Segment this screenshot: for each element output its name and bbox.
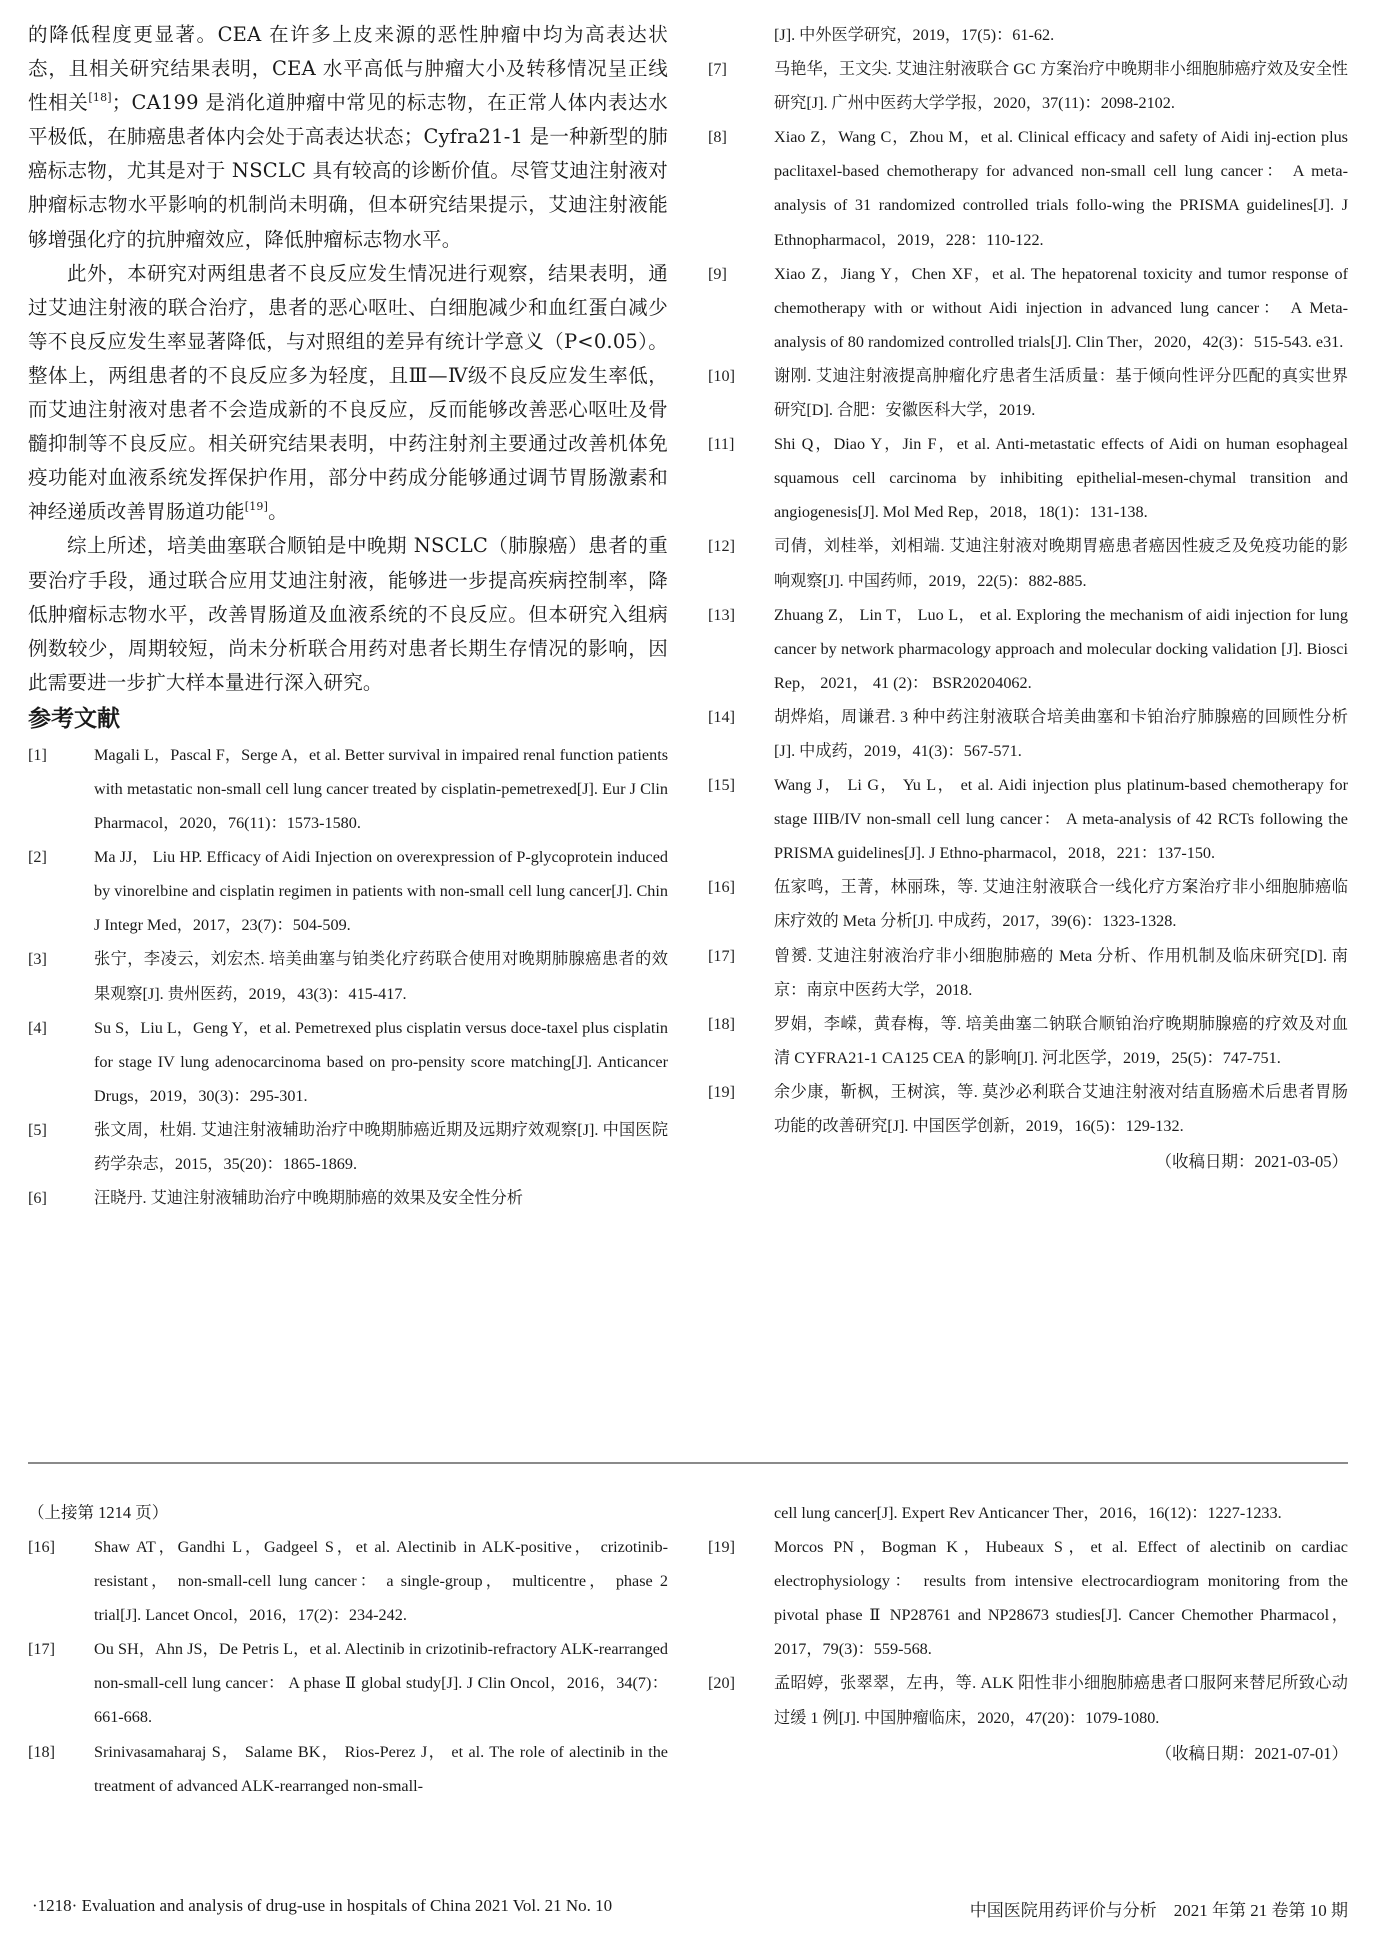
reference-text: 马艳华，王文尖. 艾迪注射液联合 GC 方案治疗中晚期非小细胞肺癌疗效及安全性研究[J]. 广州中医药大学学报，2020，37(11)：2098-2102.: [774, 60, 1348, 113]
body-paragraph-2: [28, 257, 668, 530]
reference-list-top-right: [708, 18, 1348, 1143]
reference-item: [708, 1075, 1348, 1143]
reference-number: [3]: [28, 950, 47, 969]
right-column-bottom: [708, 1496, 1348, 1771]
reference-item: [28, 1113, 668, 1181]
reference-text: Shaw AT，Gandhi L，Gadgeel S，et al. Alectinib in ALK-positive， crizotinib-resistant， non-small-cell lung cancer： a single-group， multicentre， phase 2 trial[J]. Lancet Oncol，2016，17(2)：234-242.: [94, 1538, 668, 1625]
reference-item: [708, 52, 1348, 120]
reference-text: 胡烨焰，周谦君. 3 种中药注射液联合培美曲塞和卡铂治疗肺腺癌的回顾性分析[J]. 中成药，2019，41(3)：567-571.: [774, 707, 1348, 760]
right-column-top: [708, 18, 1348, 1179]
reference-text: 汪晓丹. 艾迪注射液辅助治疗中晚期肺癌的效果及安全性分析: [94, 1189, 523, 1208]
body-paragraph-1: [28, 18, 668, 257]
reference-item: [708, 1666, 1348, 1734]
reference-text: Xiao Z，Jiang Y，Chen XF，et al. The hepatorenal toxicity and tumor response of chemotherapy with or without Aidi injection in advanced lung cancer： A Meta-analysis of 80 randomized controlled trials[J]. Clin Ther，2020，42(3)：515-543. e31.: [774, 264, 1348, 351]
reference-number: [11]: [708, 435, 735, 454]
reference-item-continued: [708, 18, 1348, 52]
reference-text: 罗娟，李嵘，黄春梅，等. 培美曲塞二钠联合顺铂治疗晚期肺腺癌的疗效及对血清 CYFRA21-1 CA125 CEA 的影响[J]. 河北医学，2019，25(5)：747-751.: [774, 1014, 1348, 1067]
reference-list-bottom-left: [28, 1530, 668, 1803]
reference-item: [708, 1007, 1348, 1075]
body-paragraph-3: [28, 529, 668, 699]
reference-text: 司倩，刘桂举，刘相端. 艾迪注射液对晚期胃癌患者癌因性疲乏及免疫功能的影响观察[J]. 中国药师，2019，22(5)：882-885.: [774, 537, 1348, 590]
left-column-bottom: [28, 1496, 668, 1803]
reference-item: [708, 598, 1348, 700]
citation: [19]: [244, 500, 269, 514]
reference-number: [9]: [708, 264, 727, 283]
reference-text: Ma JJ， Liu HP. Efficacy of Aidi Injection on overexpression of P-glycoprotein induced by vinorelbine and cisplatin regimen in patients with non-small cell lung cancer[J]. Chin J Integr Med，2017，23(7)：504-509.: [94, 848, 668, 935]
reference-item: [28, 1735, 668, 1803]
citation: [18]: [88, 91, 112, 105]
reference-text: 伍家鸣，王菁，林丽珠，等. 艾迪注射液联合一线化疗方案治疗非小细胞肺癌临床疗效的 Meta 分析[J]. 中成药，2017，39(6)：1323-1328.: [774, 878, 1348, 931]
reference-item: [708, 427, 1348, 529]
paragraph-text: 此外，本研究对两组患者不良反应发生情况进行观察，结果表明，通过艾迪注射液的联合治疗，患者的恶心呕吐、白细胞减少和血红蛋白减少等不良反应发生率显著降低，与对照组的差异有统计学意义（P<0.05）。整体上，两组患者的不良反应多为轻度，且Ⅲ—Ⅳ级不良反应发生率低，而艾迪注射液对患者不会造成新的不良反应，反而能够改善恶心呕吐及骨髓抑制等不良反应。相关研究结果表明，中药注射剂主要通过改善机体免疫功能对血液系统发挥保护作用，部分中药成分能够通过调节胃肠激素和神经递质改善胃肠道功能: [28, 261, 668, 524]
reference-number: [13]: [708, 605, 735, 624]
reference-text: Ou SH，Ahn JS，De Petris L，et al. Alectinib in crizotinib-refractory ALK-rearranged non-small-cell lung cancer： A phase Ⅱ global study[J]. J Clin Oncol，2016，34(7)：661-668.: [94, 1640, 668, 1727]
section-divider: [28, 1462, 1348, 1464]
reference-text: 曾赟. 艾迪注射液治疗非小细胞肺癌的 Meta 分析、作用机制及临床研究[D]. 南京：南京中医药大学，2018.: [774, 946, 1348, 999]
reference-text: Wang J， Li G， Yu L， et al. Aidi injection plus platinum-based chemotherapy for stage IIIB/IV non-small cell lung cancer： A meta-analysis of 42 RCTs following the PRISMA guidelines[J]. J Ethno-pharmacol，2018，221：137-150.: [774, 776, 1348, 863]
reference-item: [28, 840, 668, 942]
reference-item-continued: [708, 1496, 1348, 1530]
paragraph-text: ；CA199 是消化道肿瘤中常见的标志物，在正常人体内表达水平极低，在肺癌患者体内会处于高表达状态；Cyfra21-1 是一种新型的肺癌标志物，尤其是对于 NSCLC 具有较高的诊断价值。尽管艾迪注射液对肿瘤标志物水平影响的机制尚未明确，但本研究结果提示，艾迪注射液能够增强化疗的抗肿瘤效应，降低肿瘤标志物水平。: [28, 91, 669, 251]
reference-number: [17]: [28, 1640, 55, 1659]
reference-item: [28, 942, 668, 1010]
footer-journal-chinese: 中国医院用药评价与分析 2021 年第 21 卷第 10 期: [969, 1901, 1348, 1920]
reference-item: [708, 120, 1348, 256]
continued-from-note: （上接第 1214 页）: [28, 1503, 169, 1522]
reference-item: [708, 257, 1348, 359]
reference-text: [J]. 中外医学研究，2019，17(5)：61-62.: [774, 26, 1055, 44]
reference-number: [708, 1496, 774, 1530]
received-date: （收稿日期：2021-03-05）: [1155, 1152, 1348, 1172]
reference-text: Su S，Liu L，Geng Y，et al. Pemetrexed plus cisplatin versus doce-taxel plus cisplatin for stage IV lung adenocarcinoma based on pro-pensity score matching[J]. Anticancer Drugs，2019，30(3)：295-301.: [94, 1018, 668, 1105]
reference-number: [708, 18, 774, 52]
reference-text: Shi Q，Diao Y，Jin F，et al. Anti-metastatic effects of Aidi on human esophageal squamous cell carcinoma by inhibiting epithelial-mesen-chymal transition and angiogenesis[J]. Mol Med Rep，2018，18(1)：131-138.: [774, 435, 1348, 522]
reference-item: [28, 1632, 668, 1734]
reference-number: [19]: [708, 1082, 735, 1101]
reference-number: [16]: [708, 878, 735, 897]
reference-item: [708, 700, 1348, 768]
reference-item: [708, 1530, 1348, 1666]
reference-list-bottom-right: [708, 1496, 1348, 1735]
footer-journal-english: ·1218· Evaluation and analysis of drug-use in hospitals of China 2021 Vol. 21 No. 10: [32, 1896, 613, 1915]
reference-number: [14]: [708, 707, 735, 726]
reference-item: [708, 939, 1348, 1007]
reference-number: [7]: [708, 60, 727, 79]
reference-text: Srinivasamaharaj S， Salame BK， Rios-Perez J， et al. The role of alectinib in the treatment of advanced ALK-rearranged non-small-: [94, 1742, 668, 1795]
references-heading: 参考文献: [28, 705, 120, 732]
reference-number: [12]: [708, 537, 735, 556]
paragraph-text: 综上所述，培美曲塞联合顺铂是中晚期 NSCLC（肺腺癌）患者的重要治疗手段，通过联合应用艾迪注射液，能够进一步提高疾病控制率，降低肿瘤标志物水平，改善胃肠道及血液系统的不良反应。但本研究入组病例数较少，周期较短，尚未分析联合用药对患者长期生存情况的影响，因此需要进一步扩大样本量进行深入研究。: [28, 534, 668, 694]
reference-number: [15]: [708, 776, 735, 795]
reference-text: 张文周，杜娟. 艾迪注射液辅助治疗中晚期肺癌近期及远期疗效观察[J]. 中国医院药学杂志，2015，35(20)：1865-1869.: [94, 1120, 668, 1173]
reference-text: 谢刚. 艾迪注射液提高肿瘤化疗患者生活质量：基于倾向性评分匹配的真实世界研究[D]. 合肥：安徽医科大学，2019.: [774, 366, 1348, 420]
paragraph-text: 的降低程度更显著。CEA 在许多上皮来源的恶性肿瘤中均为高表达状态，且相关研究结果表明，CEA 水平高低与肿瘤大小及转移情况呈正线性相关: [28, 23, 668, 115]
reference-item: [708, 768, 1348, 870]
reference-item: [28, 738, 668, 840]
reference-item: [28, 1011, 668, 1113]
reference-text: 孟昭婷，张翠翠，左冉，等. ALK 阳性非小细胞肺癌患者口服阿来替尼所致心动过缓 1 例[J]. 中国肿瘤临床，2020，47(20)：1079-1080.: [774, 1674, 1348, 1727]
reference-item: [28, 1181, 668, 1215]
reference-text: cell lung cancer[J]. Expert Rev Anticancer Ther，2016，16(12)：1227-1233.: [774, 1504, 1282, 1522]
reference-item: [708, 359, 1348, 427]
received-date: （收稿日期：2021-07-01）: [1155, 1743, 1348, 1763]
reference-text: 余少康，靳枫，王树滨，等. 莫沙必利联合艾迪注射液对结直肠癌术后患者胃肠功能的改善研究[J]. 中国医学创新，2019，16(5)：129-132.: [774, 1082, 1348, 1135]
reference-text: Zhuang Z， Lin T， Luo L， et al. Exploring the mechanism of aidi injection for lung cancer by network pharmacology approach and molecular docking validation [J]. Biosci Rep， 2021， 41 (2)： BSR20204062.: [774, 605, 1348, 692]
reference-number: [18]: [708, 1014, 735, 1033]
reference-number: [1]: [28, 745, 47, 764]
reference-number: [5]: [28, 1120, 47, 1139]
reference-number: [6]: [28, 1189, 47, 1208]
reference-text: Xiao Z，Wang C，Zhou M，et al. Clinical efficacy and safety of Aidi inj-ection plus paclitaxel-based chemotherapy for advanced non-small cell lung cancer： A meta-analysis of 31 randomized controlled trials follo-wing the PRISMA guidelines[J]. J Ethnopharmacol，2019，228：110-122.: [774, 128, 1348, 249]
left-column-top: [28, 18, 668, 1215]
reference-text: Morcos PN，Bogman K，Hubeaux S，et al. Effect of alectinib on cardiac electrophysiology： results from intensive electrocardiogram monitoring from the pivotal phase Ⅱ NP28761 and NP28673 studies[J]. Cancer Chemother Pharmacol，2017，79(3)：559-568.: [774, 1538, 1348, 1659]
reference-number: [16]: [28, 1538, 55, 1556]
reference-number: [8]: [708, 128, 727, 147]
reference-number: [4]: [28, 1018, 47, 1037]
reference-number: [18]: [28, 1742, 55, 1761]
reference-item: [28, 1530, 668, 1632]
page-footer: [32, 1896, 1348, 1926]
reference-number: [10]: [708, 366, 735, 385]
reference-text: Magali L，Pascal F，Serge A，et al. Better survival in impaired renal function patients with metastatic non-small cell lung cancer treated by cisplatin-pemetrexed[J]. Eur J Clin Pharmacol，2020，76(11)：1573-1580.: [94, 745, 668, 833]
paragraph-text: 。: [268, 500, 288, 524]
reference-item: [708, 870, 1348, 938]
reference-number: [20]: [708, 1674, 735, 1693]
reference-number: [2]: [28, 848, 47, 867]
reference-list-top-left: [28, 738, 668, 1215]
reference-text: 张宁，李凌云，刘宏杰. 培美曲塞与铂类化疗药联合使用对晚期肺腺癌患者的效果观察[J]. 贵州医药，2019，43(3)：415-417.: [94, 950, 668, 1003]
reference-number: [19]: [708, 1538, 735, 1557]
reference-item: [708, 529, 1348, 597]
reference-number: [17]: [708, 946, 735, 965]
